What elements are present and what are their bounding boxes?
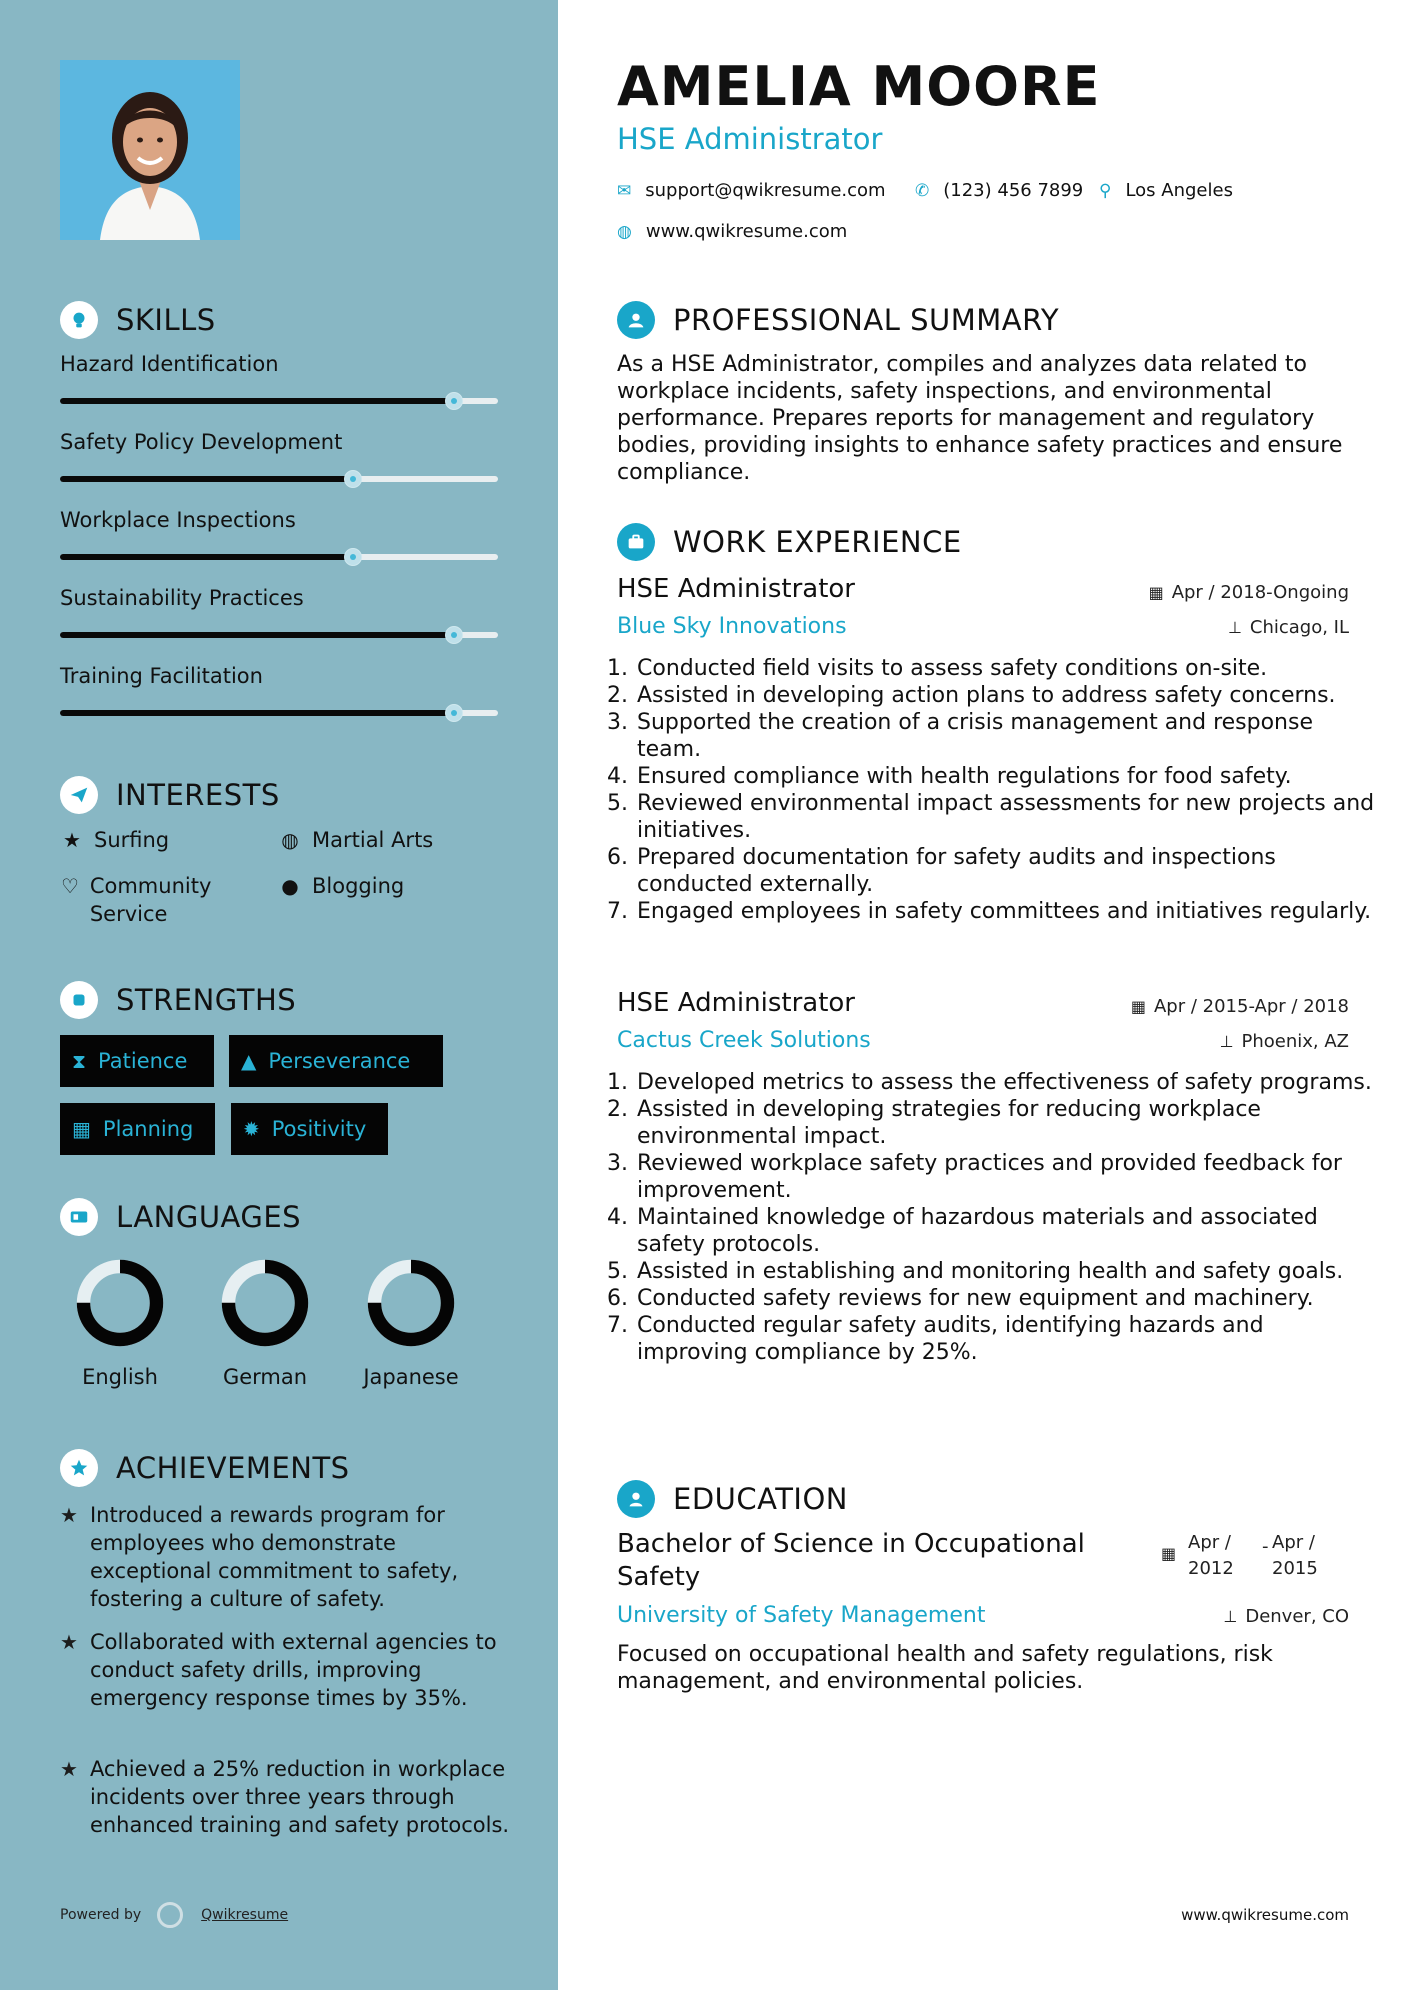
road-icon: ▲	[241, 1049, 257, 1073]
education-start-month: Apr /	[1188, 1532, 1231, 1553]
achievement-text: Collaborated with external agencies to conduct safety drills, improving emergency response times by 35%.	[89, 1630, 497, 1710]
skill-bar	[60, 398, 498, 404]
language-name: English	[82, 1365, 158, 1389]
job-location	[1228, 617, 1349, 638]
strengths-title: STRENGTHS	[116, 983, 297, 1017]
job-dates-text: Apr / 2015-Apr / 2018	[1153, 996, 1349, 1017]
duty-item: 1. Developed metrics to assess the effectiveness of safety programs.	[635, 1069, 1375, 1096]
phone-icon: ✆	[915, 180, 930, 201]
skill-name: Safety Policy Development	[60, 430, 343, 454]
calendar-icon: ▦	[1148, 583, 1164, 602]
skill-fill	[60, 632, 454, 638]
contact-email[interactable]	[617, 180, 886, 201]
job-dates	[1149, 582, 1349, 603]
duty-item: 4. Maintained knowledge of hazardous materials and associated safety protocols.	[635, 1204, 1375, 1258]
location-text: Los Angeles	[1125, 180, 1233, 201]
calendar-icon: ▦	[1161, 1544, 1177, 1563]
achievement-text: Achieved a 25% reduction in workplace incidents over three years through enhanced training and safety protocols.	[89, 1757, 510, 1837]
summary-heading	[617, 301, 1059, 339]
achievement-item	[60, 1501, 510, 1613]
degree-title: Bachelor of Science in Occupational Safety	[617, 1529, 1085, 1592]
experience-title: WORK EXPERIENCE	[673, 525, 962, 559]
job-location-text: Chicago, IL	[1249, 617, 1349, 638]
profile-photo	[60, 60, 240, 240]
job-dates	[1131, 996, 1349, 1017]
skill-fill	[60, 398, 454, 404]
profile-photo-illustration	[60, 60, 240, 240]
skill-bar	[60, 710, 498, 716]
summary-title: PROFESSIONAL SUMMARY	[673, 303, 1060, 337]
calendar-icon: ▦	[72, 1117, 91, 1141]
email-text: support@qwikresume.com	[645, 180, 886, 201]
interest-label: Surfing	[94, 828, 170, 852]
paper-plane-icon	[60, 776, 98, 814]
strength-label: Positivity	[271, 1117, 367, 1141]
job-duties	[611, 1069, 1375, 1366]
contact-phone[interactable]	[915, 180, 1083, 201]
hourglass-icon: ⧗	[72, 1049, 87, 1073]
briefcase-icon	[617, 523, 655, 561]
skill-name: Sustainability Practices	[60, 586, 304, 610]
strength-badge	[60, 1035, 214, 1087]
duty-item: 5. Reviewed environmental impact assessments for new projects and initiatives.	[635, 790, 1375, 844]
sun-icon: ✹	[243, 1117, 260, 1141]
date-separator: -	[1262, 1536, 1269, 1557]
sidebar	[0, 0, 558, 1990]
calendar-icon: ▦	[1130, 997, 1146, 1016]
interest-item	[60, 826, 169, 854]
job-location-text: Phoenix, AZ	[1241, 1031, 1349, 1052]
language-ring	[217, 1255, 313, 1351]
user-icon	[617, 301, 655, 339]
job-duties	[611, 655, 1375, 925]
candidate-name: AMELIA MOORE	[617, 55, 1101, 118]
skill-name: Training Facilitation	[60, 664, 263, 688]
star-icon: ★	[60, 1503, 78, 1527]
education-description: Focused on occupational health and safety regulations, risk management, and environmental policies.	[617, 1642, 1273, 1694]
skill-item	[60, 430, 500, 454]
skill-fill	[60, 554, 353, 560]
interest-item	[60, 872, 260, 928]
contact-website[interactable]	[617, 221, 847, 242]
job-dates-text: Apr / 2018-Ongoing	[1171, 582, 1349, 603]
skill-item	[60, 508, 500, 532]
education-start-year: 2012	[1188, 1558, 1234, 1579]
achievement-item	[60, 1628, 510, 1712]
envelope-icon: ✉	[617, 180, 632, 201]
language-card-icon	[60, 1198, 98, 1236]
skill-knob	[344, 548, 362, 566]
skill-name: Hazard Identification	[60, 352, 279, 376]
strengths-heading	[60, 981, 296, 1019]
job-company: Cactus Creek Solutions	[617, 1028, 871, 1053]
experience-heading	[617, 523, 962, 561]
qwikresume-logo-icon	[157, 1902, 183, 1928]
skill-item	[60, 586, 500, 610]
star-icon: ★	[63, 828, 81, 852]
skill-knob	[344, 470, 362, 488]
strength-label: Patience	[98, 1049, 188, 1073]
graduate-icon	[617, 1480, 655, 1518]
strength-badge	[60, 1103, 215, 1155]
footer-website[interactable]: www.qwikresume.com	[1181, 1906, 1349, 1924]
summary-text: As a HSE Administrator, compiles and analyzes data related to workplace incidents, safety inspections, and environmental performance. Prepares reports for management and regulatory bodies, providing insights to enhance safety practices and ensure compliance.	[617, 352, 1343, 485]
achievements-title: ACHIEVEMENTS	[116, 1451, 350, 1485]
language-ring	[363, 1255, 459, 1351]
powered-by-label: Powered by	[60, 1907, 142, 1923]
duty-item: 1. Conducted field visits to assess safety conditions on-site.	[635, 655, 1375, 682]
interest-label: Community Service	[89, 874, 212, 926]
star-badge-icon	[60, 1449, 98, 1487]
pushpin-icon: ⊥	[1227, 618, 1242, 637]
achievement-text: Introduced a rewards program for employees who demonstrate exceptional commitment to safety, fostering a culture of safety.	[89, 1503, 459, 1611]
interest-item	[278, 872, 404, 900]
duty-item: 4. Ensured compliance with health regulations for food safety.	[635, 763, 1375, 790]
star-icon: ★	[60, 1630, 78, 1654]
job-company: Blue Sky Innovations	[617, 614, 847, 639]
globe-icon: ◍	[617, 221, 632, 242]
strength-badge	[229, 1035, 443, 1087]
globe-icon: ◍	[281, 828, 299, 852]
location-pin-icon: ⚲	[1099, 180, 1112, 201]
duty-item: 3. Reviewed workplace safety practices and provided feedback for improvement.	[635, 1150, 1375, 1204]
job-title: HSE Administrator	[617, 574, 855, 604]
skills-heading	[60, 301, 216, 339]
skill-fill	[60, 710, 454, 716]
interest-label: Blogging	[312, 874, 405, 898]
language-item	[55, 1255, 185, 1389]
interests-heading	[60, 776, 280, 814]
skill-bar	[60, 632, 498, 638]
language-name: Japanese	[363, 1365, 459, 1389]
language-item	[200, 1255, 330, 1389]
education-dates	[1161, 1532, 1331, 1588]
duty-item: 5. Assisted in establishing and monitoring health and safety goals.	[635, 1258, 1375, 1285]
interest-label: Martial Arts	[312, 828, 434, 852]
skill-bar	[60, 476, 498, 482]
languages-title: LANGUAGES	[116, 1200, 302, 1234]
duty-item: 3. Supported the creation of a crisis management and response team.	[635, 709, 1375, 763]
skill-fill	[60, 476, 353, 482]
duty-item: 2. Assisted in developing strategies for reducing workplace environmental impact.	[635, 1096, 1375, 1150]
education-location-text: Denver, CO	[1245, 1606, 1349, 1627]
group-icon: ●	[281, 874, 299, 898]
powered-by	[60, 1902, 288, 1928]
education-heading	[617, 1480, 848, 1518]
strength-badge	[231, 1103, 388, 1155]
job-title: HSE Administrator	[617, 988, 855, 1018]
achievements-heading	[60, 1449, 350, 1487]
pushpin-icon: ⊥	[1219, 1032, 1234, 1051]
lightbulb-icon	[60, 301, 98, 339]
strength-label: Perseverance	[268, 1049, 411, 1073]
duty-item: 6. Prepared documentation for safety audits and inspections conducted externally.	[635, 844, 1375, 898]
education-end-year: 2015	[1272, 1558, 1318, 1579]
skills-title: SKILLS	[116, 303, 216, 337]
school-name: University of Safety Management	[617, 1603, 986, 1628]
job-location	[1220, 1031, 1349, 1052]
interest-item	[278, 826, 433, 854]
contact-location	[1099, 180, 1233, 201]
language-ring	[72, 1255, 168, 1351]
website-text: www.qwikresume.com	[645, 221, 848, 242]
star-icon: ★	[60, 1757, 78, 1781]
languages-heading	[60, 1198, 301, 1236]
interests-title: INTERESTS	[116, 778, 280, 812]
skill-item	[60, 352, 500, 376]
skill-knob	[445, 626, 463, 644]
phone-text: (123) 456 7899	[943, 180, 1084, 201]
skill-bar	[60, 554, 498, 560]
qwikresume-link[interactable]: Qwikresume	[201, 1907, 289, 1923]
skill-knob	[445, 392, 463, 410]
candidate-title: HSE Administrator	[617, 122, 883, 156]
duty-item: 6. Conducted safety reviews for new equipment and machinery.	[635, 1285, 1375, 1312]
language-item	[346, 1255, 476, 1389]
hand-icon: ♡	[60, 874, 79, 898]
skill-knob	[445, 704, 463, 722]
pushpin-icon: ⊥	[1223, 1607, 1238, 1626]
language-name: German	[222, 1365, 308, 1389]
fist-icon	[60, 981, 98, 1019]
education-end-month: Apr /	[1272, 1532, 1315, 1553]
education-location	[1223, 1606, 1349, 1627]
education-title: EDUCATION	[673, 1482, 849, 1516]
achievement-item	[60, 1755, 510, 1839]
duty-item: 7. Conducted regular safety audits, identifying hazards and improving compliance by 25%.	[635, 1312, 1375, 1366]
duty-item: 2. Assisted in developing action plans to address safety concerns.	[635, 682, 1375, 709]
skill-item	[60, 664, 500, 688]
strength-label: Planning	[102, 1117, 194, 1141]
skill-name: Workplace Inspections	[60, 508, 296, 532]
duty-item: 7. Engaged employees in safety committees and initiatives regularly.	[635, 898, 1375, 925]
